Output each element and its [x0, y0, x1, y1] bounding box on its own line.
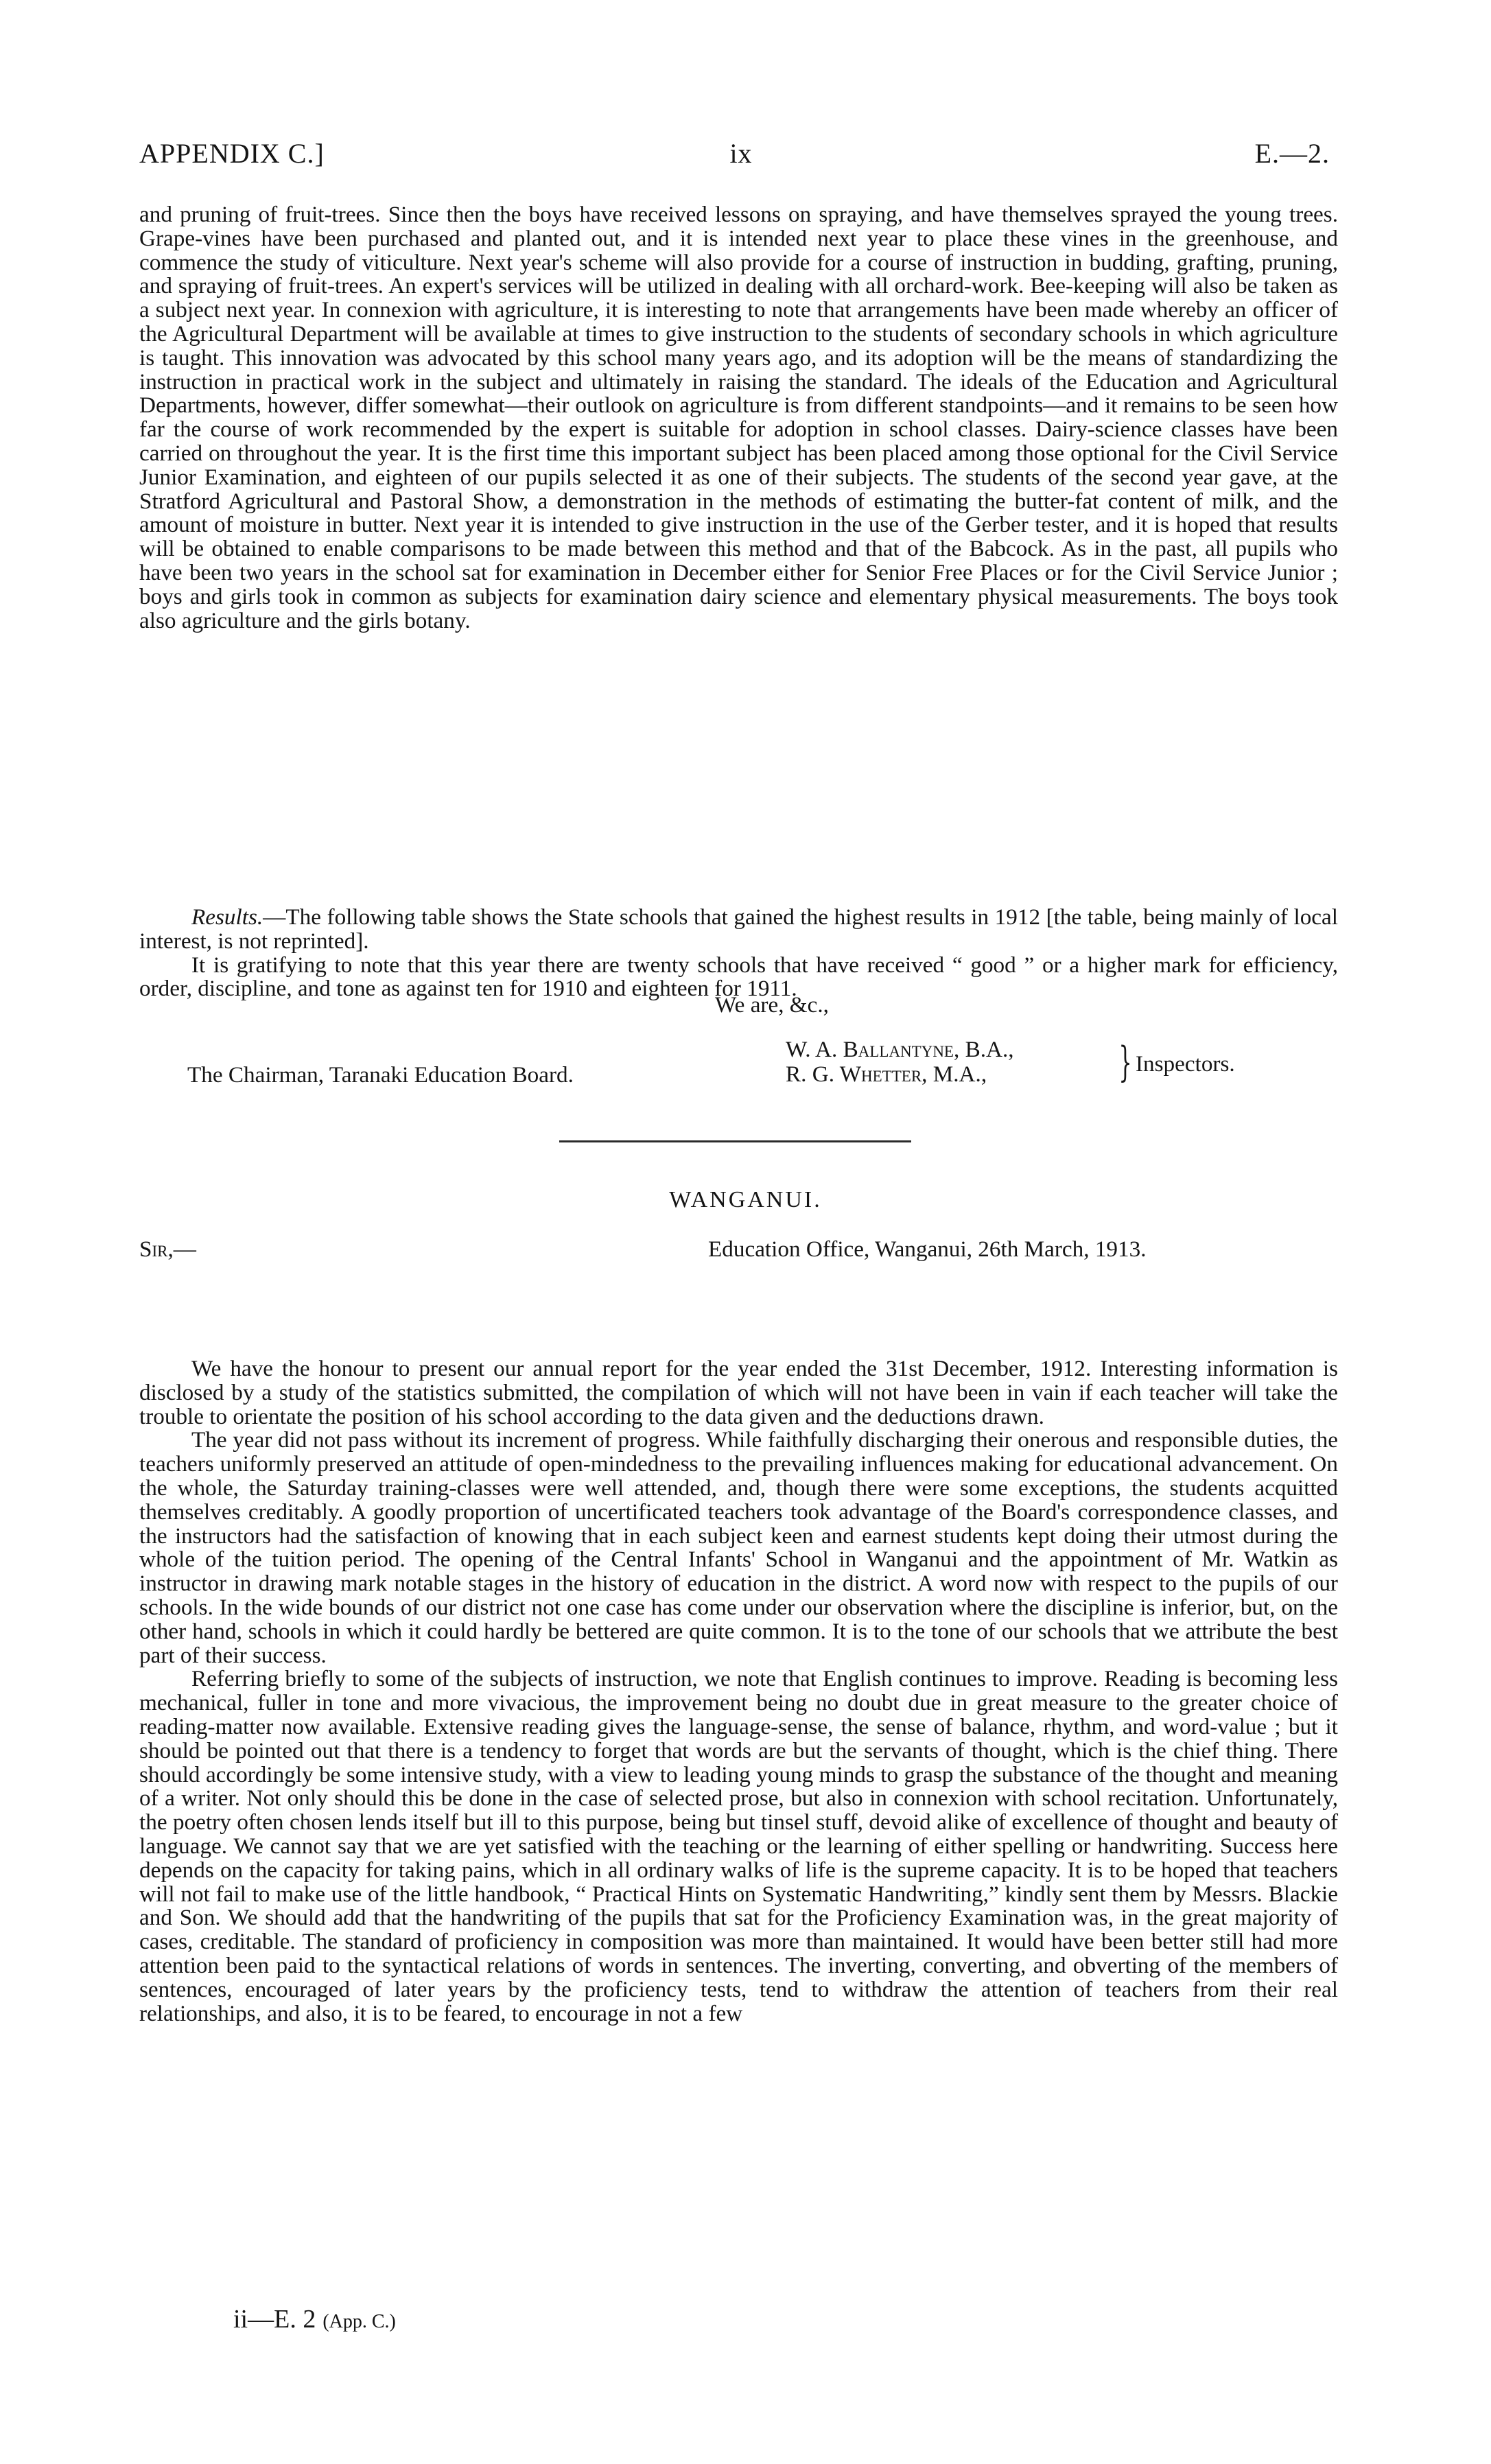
salutation: Sir,—: [139, 1236, 196, 1262]
signature-mark: [233, 2304, 396, 2334]
paragraph-results: [139, 906, 1338, 954]
paragraph-progress: The year did not pass without its increment of progress. While faithfully discharging their onerous and responsible duties, the teachers uniformly preserved an attitude of open-mindedness to the prevailing influences making for educational advancement. On the whole, the Saturday training-classes were well attended, and, though there were some exceptions, the students acquitted themselves creditably. A goodly proportion of uncertificated teachers took advantage of the Board's correspondence classes, and the instructors had the satisfaction of knowing that in each subject keen and earnest students kept doing their utmost during the whole of the tuition period. The opening of the Central Infants' School in Wanganui and the appointment of Mr. Watkin as instructor in drawing mark notable stages in the history of education in the district. A word now with respect to the pupils of our schools. In the wide bounds of our district not one case has come under our observation where the discipline is inferior, but, on the other hand, schools in which it could hardly be bettered are quite common. It is to the tone of our schools that we attribute the best part of their success.: [139, 1427, 1338, 1668]
signatory-names: [786, 1037, 1014, 1087]
paragraph-english: Referring briefly to some of the subjects of instruction, we note that English continues to improve. Reading is becoming less mechanical, fuller in tone and more vivacious, the improvement being no doubt due in great measure to the greater choice of reading-matter now available. Extensive reading gives the language-sense, the sense of balance, rhythm, and word-value ; but it should be pointed out that there is a tendency to forget that words are but the servants of thought, which is the chief thing. There should accordingly be some intensive study, with a view to leading young minds to grasp the substance of the thought and meaning of a writer. Not only should this be done in the case of selected prose, but also in connexion with school recitation. Unfortunately, the poetry often chosen lends itself but ill to this purpose, being but tinsel stuff, devoid alike of excellence of thought and beauty of language. We cannot say that we are yet satisfied with the teaching or the learning of either spelling or handwriting. Success here depends on the capacity for taking pains, which in all ordinary walks of life is the supreme capacity. It is to be hoped that teachers will not fail to make use of the little handbook, “ Practical Hints on Systematic Handwriting,” kindly sent them by Messrs. Blackie and Son. We should add that the handwriting of the pupils that sat for the Proficiency Examination was, in the great majority of cases, creditable. The standard of proficiency in composition was more than maintained. It would have been better still had more attention been paid to the syntactical relations of words in sentences. The inverting, converting, and obverting of the members of sentences, encouraged of later years by the proficiency tests, tend to withdraw the attention of teachers from their real relationships, and also, it is to be feared, to encourage in not a few: [139, 1666, 1338, 2026]
paragraph-introduction: We have the honour to present our annual report for the year ended the 31st December, 1912. Interesting information is disclosed by a study of the statistics submitted, the compilation of which will not have been in vain if each teacher will take the trouble to orientate the position of his school according to the data given and the deductions drawn.: [139, 1356, 1338, 1429]
footer-appendix: (App. C.): [322, 2311, 396, 2332]
signature-block: [139, 1037, 1338, 1092]
brace-glyph: }: [1118, 1038, 1132, 1086]
results-text: —The following table shows the State schools that gained the highest results in 1912 [the table, being mainly of local interest, is not reprinted].: [139, 904, 1338, 954]
taranaki-report-results: [139, 906, 1338, 1001]
section-title: WANGANUI.: [669, 1187, 822, 1212]
signatory-2: R. G. Whetter, M.A.,: [786, 1061, 987, 1087]
paragraph-agriculture: and pruning of fruit-trees. Since then the boys have received lessons on spraying, and have themselves sprayed the young trees. Grape-vines have been purchased and planted out, and it is intended next year to place these vines in the greenhouse, and commence the study of viticulture. Next year's scheme will also provide for a course of instruction in budding, grafting, pruning, and spraying of fruit-trees. An expert's services will be utilized in dealing with all orchard-work. Bee-keeping will also be taken as a subject next year. In connexion with agriculture, it is interesting to note that arrangements have been made whereby an officer of the Agricultural Department will be available at times to give instruction to the students of secondary schools in which agriculture is taught. This innovation was advocated by this school many years ago, and its adoption will be the means of standardizing the instruction in practical work in the subject and ultimately in raising the standard. The ideals of the Education and Agricultural Departments, however, differ somewhat—their outlook on agriculture is from different standpoints—and it remains to be seen how far the course of work recommended by the expert is suitable for adoption in school classes. Dairy-science classes have been carried on throughout the year. It is the first time this important subject has been placed among those optional for the Civil Service Junior Examination, and eighteen of our pupils selected it as one of their subjects. The students of the second year gave, at the Stratford Agricultural and Pastoral Show, a demonstration in the methods of estimating the butter-fat content of milk, and the amount of moisture in butter. Next year it is intended to give instruction in the use of the Gerber tester, and it is hoped that results will be obtained to enable comparisons to be made between this method and that of the Babcock. As in the past, all pupils who have been two years in the school sat for examination in December either for Senior Free Places or for the Civil Service Junior ; boys and girls took in common as subjects for examination dairy science and elementary physical measurements. The boys took also agriculture and the girls botany.: [139, 202, 1338, 633]
dateline: Education Office, Wanganui, 26th March, 1913.: [708, 1236, 1147, 1262]
wanganui-report-body: [139, 1357, 1338, 2026]
signatory-role: Inspectors.: [1136, 1051, 1235, 1077]
taranaki-report-continuation: [139, 203, 1338, 633]
running-header-left: APPENDIX C.]: [139, 138, 325, 169]
paragraph-gratifying: It is gratifying to note that this year there are twenty schools that have received “ good ” or a higher mark for efficiency, order, discipline, and tone as against ten for 1910 and eighteen for 1911.: [139, 952, 1338, 1002]
footer-signature: ii—E. 2: [233, 2305, 316, 2334]
page-number: ix: [729, 138, 753, 169]
results-label: Results.: [191, 904, 263, 930]
signatory-1: W. A. Ballantyne, B.A.,: [786, 1037, 1014, 1062]
closing-line: We are, &c.,: [715, 992, 829, 1018]
running-header-right: E.—2.: [1254, 138, 1330, 169]
section-divider-rule: [559, 1140, 911, 1142]
addressee: The Chairman, Taranaki Education Board.: [187, 1062, 574, 1088]
